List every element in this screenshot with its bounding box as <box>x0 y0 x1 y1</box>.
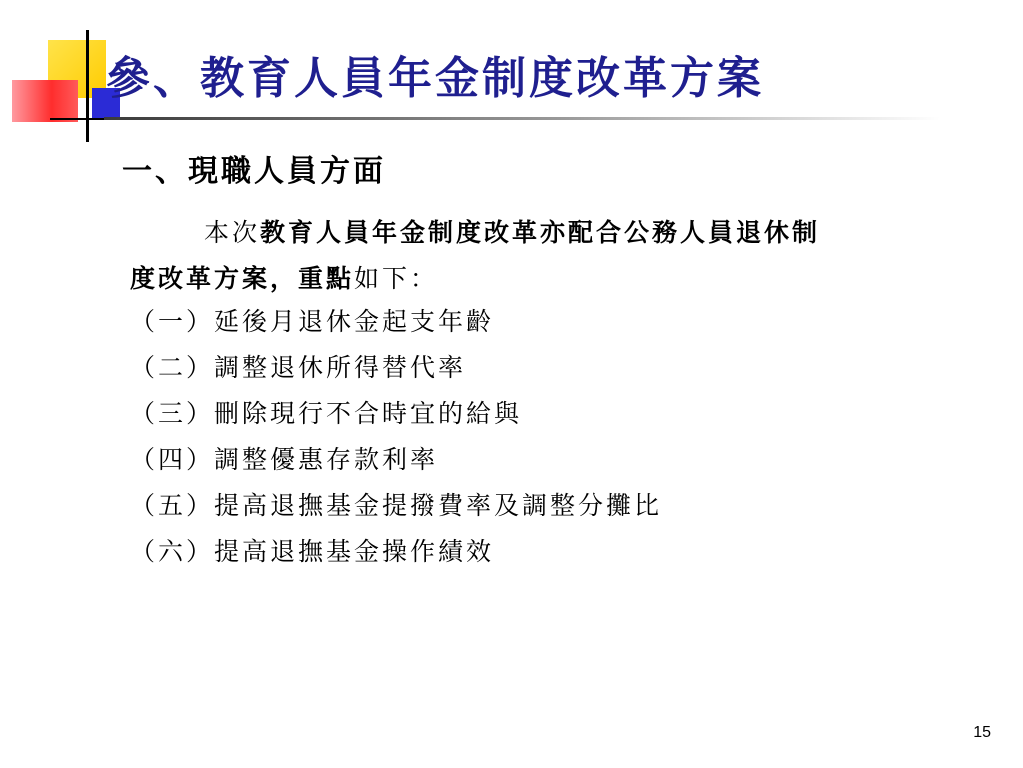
list-item: （一）延後月退休金起支年齡 <box>130 307 495 336</box>
intro-text-suffix: 如下： <box>354 264 439 293</box>
intro-text-plain: 本次 <box>204 218 261 247</box>
intro-paragraph <box>130 210 960 302</box>
reform-items-list <box>130 299 662 575</box>
decorative-vertical-line <box>86 30 89 142</box>
list-item: （六）提高退撫基金操作績效 <box>130 537 495 566</box>
intro-text-bold-continued: 度改革方案，重點 <box>130 264 355 293</box>
list-item: （四）調整優惠存款利率 <box>130 445 439 474</box>
page-number: 15 <box>973 724 991 741</box>
title-underline <box>104 117 940 120</box>
intro-line-1 <box>130 210 960 256</box>
list-item: （二）調整退休所得替代率 <box>130 353 467 382</box>
section-heading: 一、現職人員方面 <box>122 154 386 189</box>
list-item: （三）刪除現行不合時宜的給與 <box>130 399 523 428</box>
list-item: （五）提高退撫基金提撥費率及調整分攤比 <box>130 491 663 520</box>
slide-title: 參、教育人員年金制度改革方案 <box>106 53 764 104</box>
intro-text-bold: 教育人員年金制度改革亦配合公務人員退休制 <box>260 218 821 247</box>
decorative-red-bar <box>12 80 78 122</box>
intro-line-2 <box>130 256 960 302</box>
